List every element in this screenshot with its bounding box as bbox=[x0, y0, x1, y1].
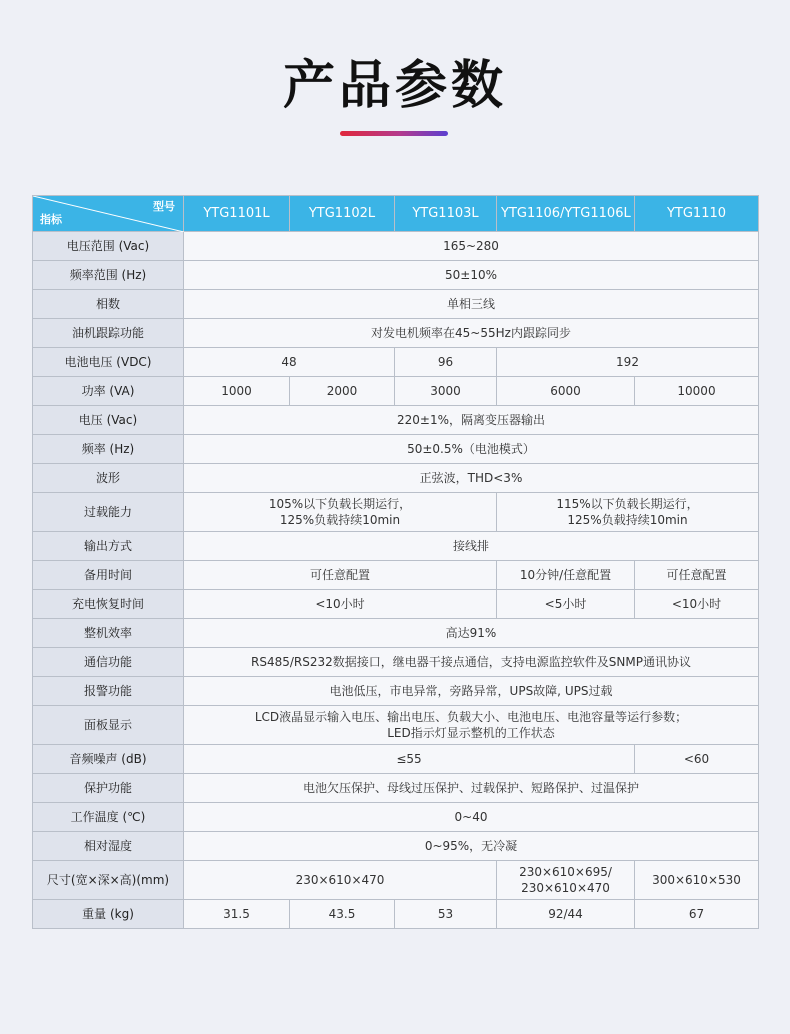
row-label: 音频噪声 (dB) bbox=[33, 745, 184, 774]
row-label: 整机效率 bbox=[33, 619, 184, 648]
row-label: 输出方式 bbox=[33, 532, 184, 561]
table-row bbox=[33, 648, 759, 677]
row-value: 2000 bbox=[290, 377, 395, 406]
model-header: YTG1101L bbox=[184, 196, 290, 232]
table-header-row bbox=[33, 196, 759, 232]
corner-metric-label: 指标 bbox=[40, 213, 62, 226]
table-row bbox=[33, 377, 759, 406]
value-line: LED指示灯显示整机的工作状态 bbox=[387, 726, 555, 740]
row-value: 0~95%，无冷凝 bbox=[184, 832, 759, 861]
table-row bbox=[33, 348, 759, 377]
row-label: 电压范围 (Vac) bbox=[33, 232, 184, 261]
row-value bbox=[184, 706, 759, 745]
table-row bbox=[33, 745, 759, 774]
table-row bbox=[33, 464, 759, 493]
row-value: 1000 bbox=[184, 377, 290, 406]
value-line: LCD液晶显示输入电压、输出电压、负载大小、电池电压、电池容量等运行参数； bbox=[254, 710, 688, 724]
table-row bbox=[33, 232, 759, 261]
row-label: 相对湿度 bbox=[33, 832, 184, 861]
row-label: 电压 (Vac) bbox=[33, 406, 184, 435]
row-label: 相数 bbox=[33, 290, 184, 319]
row-value: 电池低压，市电异常，旁路异常，UPS故障, UPS过载 bbox=[184, 677, 759, 706]
model-header: YTG1110 bbox=[635, 196, 759, 232]
table-row bbox=[33, 619, 759, 648]
model-header: YTG1106/YTG1106L bbox=[497, 196, 635, 232]
table-row bbox=[33, 774, 759, 803]
table-row bbox=[33, 493, 759, 532]
row-value: 300×610×530 bbox=[635, 861, 759, 900]
row-value bbox=[497, 861, 635, 900]
row-label: 功率 (VA) bbox=[33, 377, 184, 406]
row-value: 53 bbox=[395, 900, 497, 929]
table-row bbox=[33, 803, 759, 832]
row-value: 31.5 bbox=[184, 900, 290, 929]
row-value: 50±0.5%（电池模式） bbox=[184, 435, 759, 464]
row-value: 可任意配置 bbox=[635, 561, 759, 590]
row-value: 0~40 bbox=[184, 803, 759, 832]
row-value: 对发电机频率在45~55Hz内跟踪同步 bbox=[184, 319, 759, 348]
row-value: 43.5 bbox=[290, 900, 395, 929]
value-line: 230×610×695/ bbox=[519, 865, 612, 879]
spec-table bbox=[32, 195, 759, 929]
row-value: 50±10% bbox=[184, 261, 759, 290]
row-label: 过载能力 bbox=[33, 493, 184, 532]
row-value: <60 bbox=[635, 745, 759, 774]
table-row bbox=[33, 832, 759, 861]
row-value: 230×610×470 bbox=[184, 861, 497, 900]
table-row bbox=[33, 590, 759, 619]
row-label: 频率 (Hz) bbox=[33, 435, 184, 464]
row-value: 92/44 bbox=[497, 900, 635, 929]
row-value: 10分钟/任意配置 bbox=[497, 561, 635, 590]
row-value: 接线排 bbox=[184, 532, 759, 561]
row-value: 可任意配置 bbox=[184, 561, 497, 590]
row-value: 6000 bbox=[497, 377, 635, 406]
page-title: 产品参数 bbox=[282, 56, 507, 116]
row-value: 3000 bbox=[395, 377, 497, 406]
table-row bbox=[33, 261, 759, 290]
table-row bbox=[33, 290, 759, 319]
row-value: 高达91% bbox=[184, 619, 759, 648]
row-value: <10小时 bbox=[635, 590, 759, 619]
row-value: 48 bbox=[184, 348, 395, 377]
value-line: 105%以下负载长期运行， bbox=[268, 497, 412, 511]
row-label: 频率范围 (Hz) bbox=[33, 261, 184, 290]
title-underline bbox=[340, 131, 448, 136]
row-value: <5小时 bbox=[497, 590, 635, 619]
row-label: 备用时间 bbox=[33, 561, 184, 590]
table-row bbox=[33, 435, 759, 464]
table-row bbox=[33, 677, 759, 706]
model-header: YTG1102L bbox=[290, 196, 395, 232]
row-label: 重量 (kg) bbox=[33, 900, 184, 929]
row-value: 67 bbox=[635, 900, 759, 929]
row-value: ≤55 bbox=[184, 745, 635, 774]
table-row bbox=[33, 900, 759, 929]
row-value: 192 bbox=[497, 348, 759, 377]
row-label: 油机跟踪功能 bbox=[33, 319, 184, 348]
row-label: 报警功能 bbox=[33, 677, 184, 706]
row-value: 电池欠压保护、母线过压保护、过载保护、短路保护、过温保护 bbox=[184, 774, 759, 803]
row-label: 工作温度 (℃) bbox=[33, 803, 184, 832]
value-line: 125%负载持续10min bbox=[279, 513, 401, 527]
table-row bbox=[33, 861, 759, 900]
row-label: 保护功能 bbox=[33, 774, 184, 803]
row-label: 尺寸(宽×深×高)(mm) bbox=[33, 861, 184, 900]
model-header: YTG1103L bbox=[395, 196, 497, 232]
table-row bbox=[33, 532, 759, 561]
table-row bbox=[33, 706, 759, 745]
row-value: 单相三线 bbox=[184, 290, 759, 319]
row-label: 波形 bbox=[33, 464, 184, 493]
row-value: 220±1%，隔离变压器输出 bbox=[184, 406, 759, 435]
row-label: 电池电压 (VDC) bbox=[33, 348, 184, 377]
row-value: <10小时 bbox=[184, 590, 497, 619]
row-label: 面板显示 bbox=[33, 706, 184, 745]
corner-header-cell bbox=[33, 196, 184, 232]
table-row bbox=[33, 561, 759, 590]
row-label: 通信功能 bbox=[33, 648, 184, 677]
table-row bbox=[33, 406, 759, 435]
value-line: 125%负载持续10min bbox=[567, 513, 688, 527]
row-value bbox=[184, 493, 497, 532]
value-line: 230×610×470 bbox=[521, 881, 610, 895]
row-value bbox=[497, 493, 759, 532]
row-value: 96 bbox=[395, 348, 497, 377]
corner-model-label: 型号 bbox=[153, 200, 175, 213]
value-line: 115%以下负载长期运行， bbox=[556, 497, 699, 511]
row-value: 165~280 bbox=[184, 232, 759, 261]
row-value: 正弦波，THD<3% bbox=[184, 464, 759, 493]
row-label: 充电恢复时间 bbox=[33, 590, 184, 619]
row-value: 10000 bbox=[635, 377, 759, 406]
row-value: RS485/RS232数据接口，继电器干接点通信，支持电源监控软件及SNMP通讯协议 bbox=[184, 648, 759, 677]
table-row bbox=[33, 319, 759, 348]
